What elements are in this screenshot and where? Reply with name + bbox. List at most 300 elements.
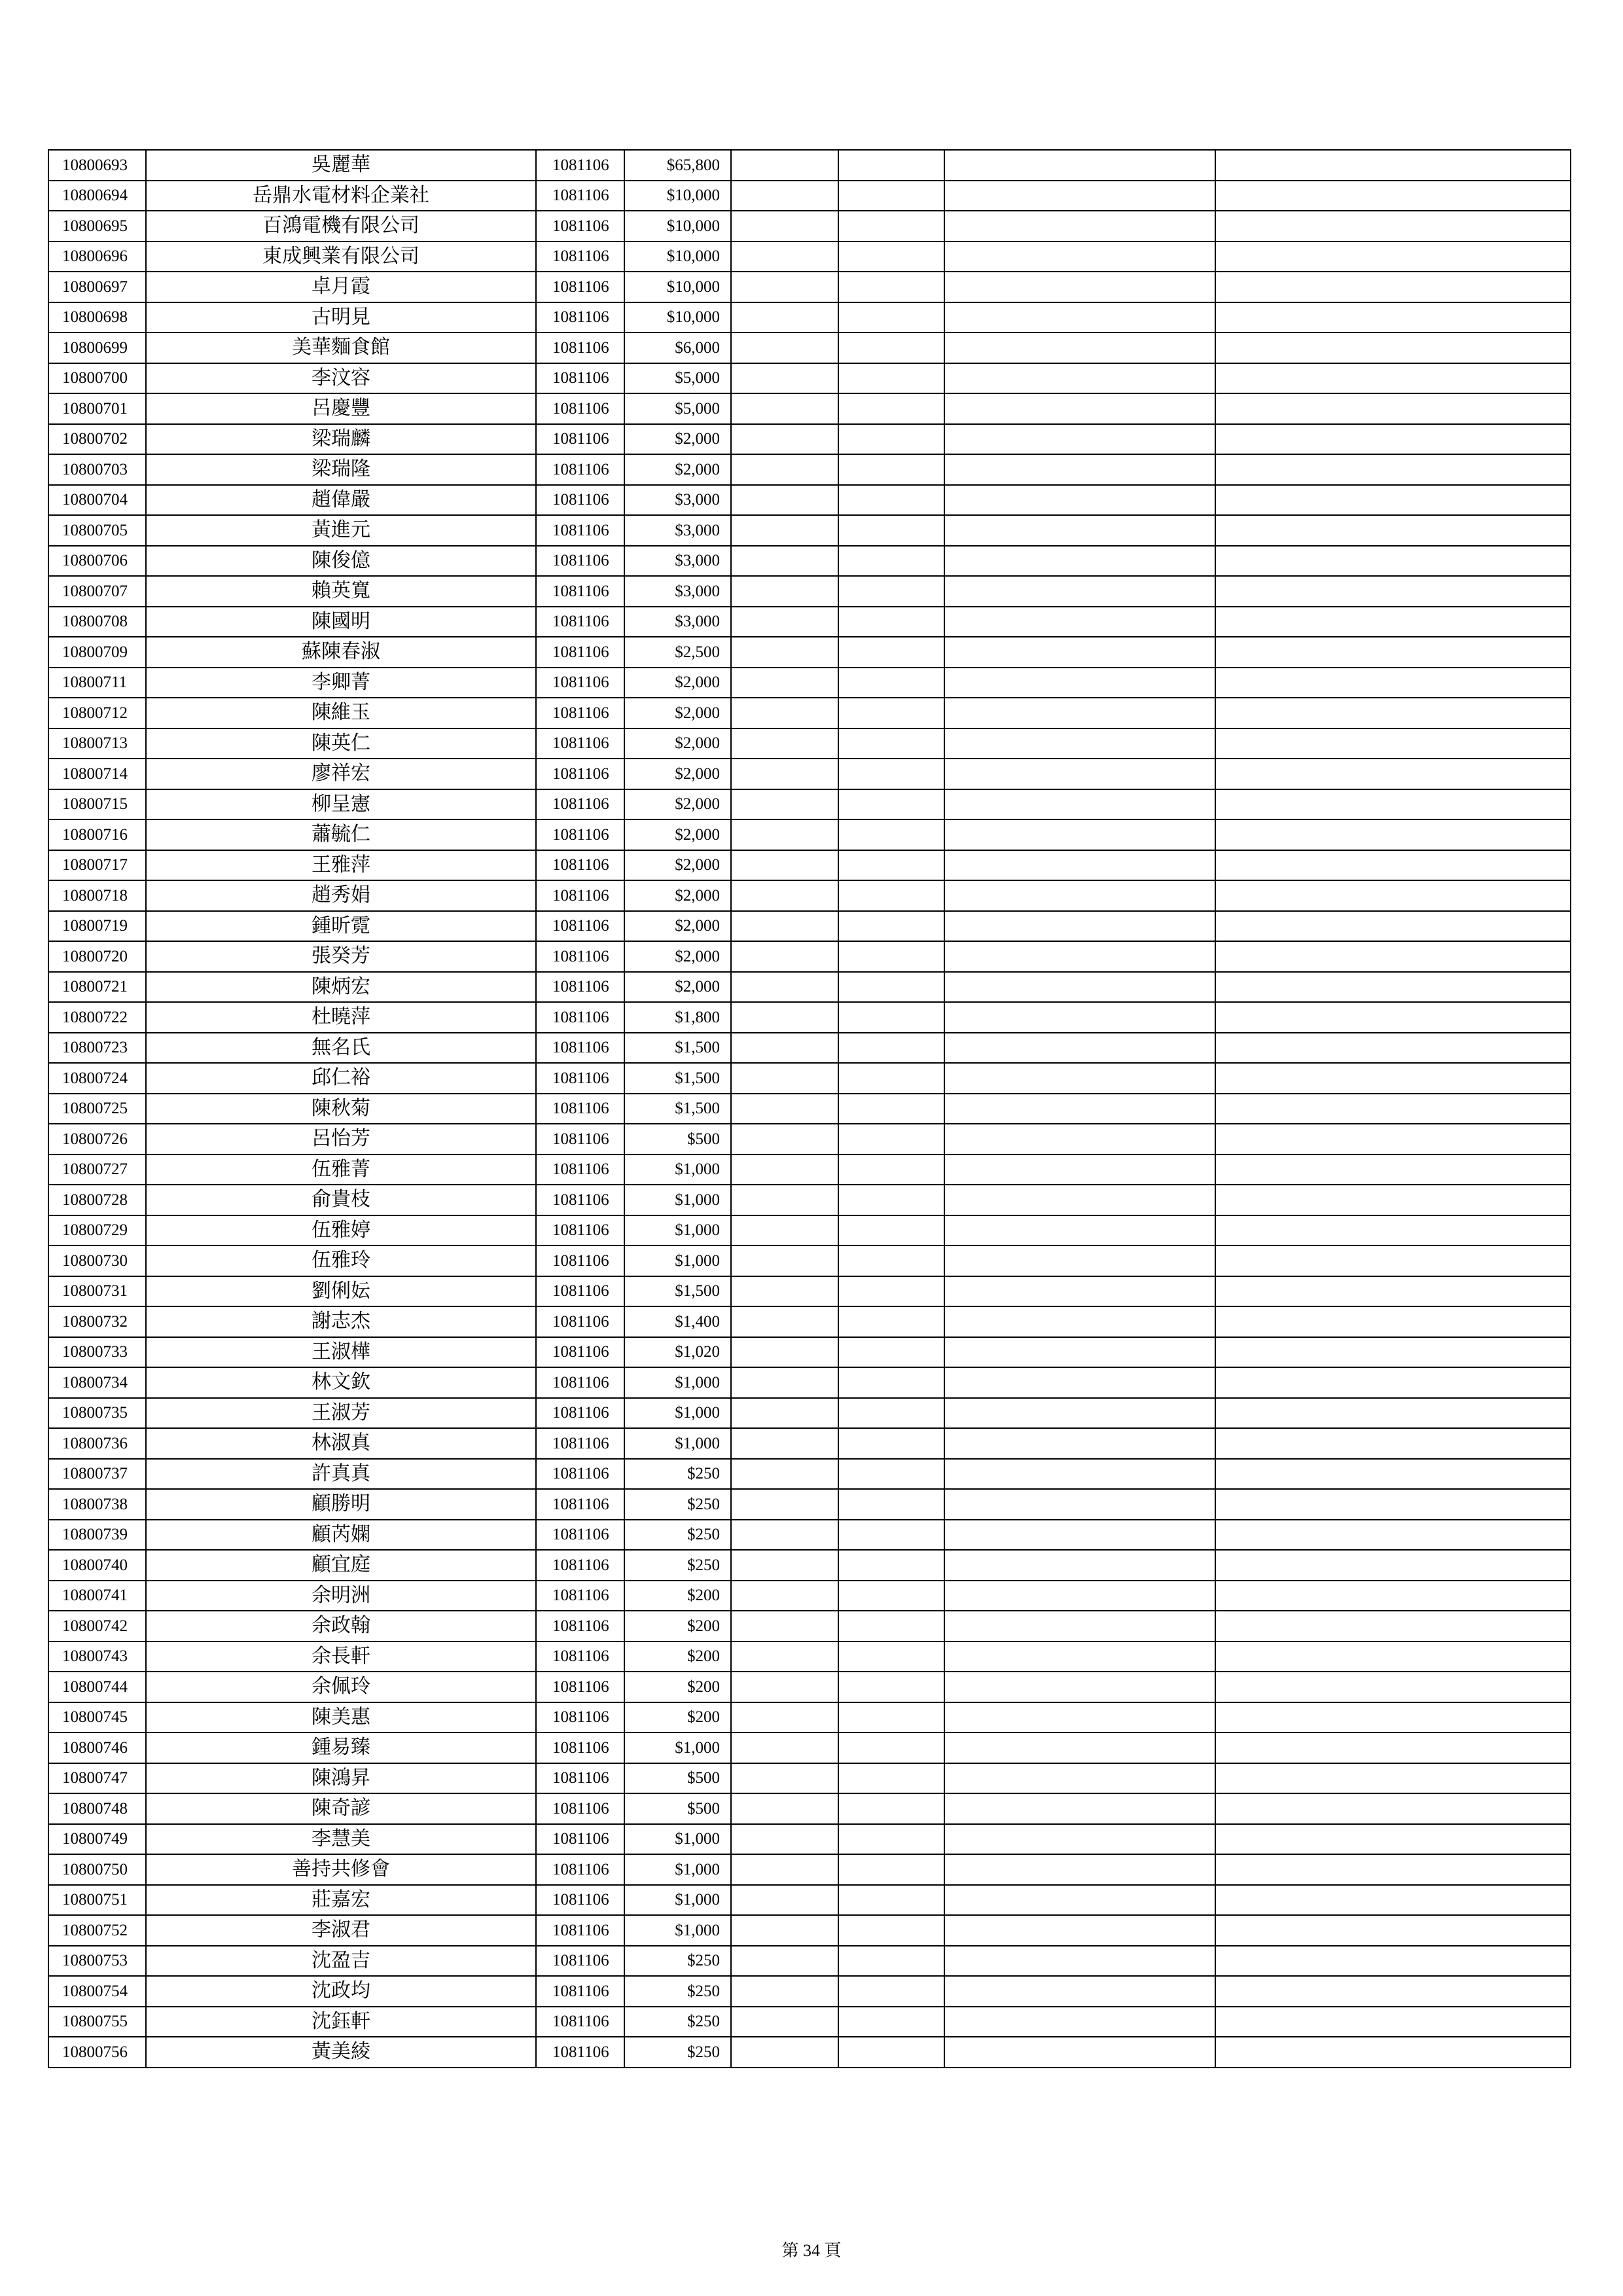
receipt-number-cell: 10800756 — [48, 2037, 146, 2068]
donor-name-cell: 岳鼎水電材料企業社 — [146, 181, 536, 211]
donation-amount-cell: $250 — [624, 1459, 731, 1490]
table-row — [48, 1428, 1571, 1459]
empty-cell — [1215, 850, 1571, 881]
empty-cell — [944, 1428, 1215, 1459]
empty-cell — [838, 1702, 944, 1733]
empty-cell — [1215, 302, 1571, 333]
donation-date-cell: 1081106 — [536, 150, 624, 181]
empty-cell — [1215, 1824, 1571, 1855]
empty-cell — [944, 1824, 1215, 1855]
empty-cell — [838, 1946, 944, 1977]
donation-amount-cell: $2,000 — [624, 972, 731, 1003]
empty-cell — [944, 1306, 1215, 1337]
empty-cell — [1215, 698, 1571, 728]
donation-amount-cell: $250 — [624, 2007, 731, 2037]
empty-cell — [944, 698, 1215, 728]
empty-cell — [944, 1155, 1215, 1185]
donation-amount-cell: $3,000 — [624, 546, 731, 577]
donation-amount-cell: $200 — [624, 1581, 731, 1611]
empty-cell — [731, 1276, 838, 1307]
empty-cell — [944, 1581, 1215, 1611]
receipt-number-cell: 10800733 — [48, 1337, 146, 1368]
donor-name-cell: 陳美惠 — [146, 1702, 536, 1733]
empty-cell — [944, 363, 1215, 394]
donation-amount-cell: $10,000 — [624, 242, 731, 272]
donor-name-cell: 謝志杰 — [146, 1306, 536, 1337]
receipt-number-cell: 10800743 — [48, 1641, 146, 1672]
empty-cell — [1215, 1520, 1571, 1551]
empty-cell — [838, 272, 944, 302]
empty-cell — [838, 1489, 944, 1520]
donation-date-cell: 1081106 — [536, 1915, 624, 1946]
empty-cell — [838, 1337, 944, 1368]
empty-cell — [731, 150, 838, 181]
empty-cell — [838, 1854, 944, 1885]
empty-cell — [1215, 363, 1571, 394]
empty-cell — [1215, 1094, 1571, 1124]
empty-cell — [944, 1367, 1215, 1398]
table-row — [48, 363, 1571, 394]
empty-cell — [731, 1854, 838, 1885]
receipt-number-cell: 10800729 — [48, 1215, 146, 1246]
donation-date-cell: 1081106 — [536, 242, 624, 272]
empty-cell — [838, 1185, 944, 1215]
donation-amount-cell: $3,000 — [624, 576, 731, 607]
empty-cell — [944, 668, 1215, 698]
donation-date-cell: 1081106 — [536, 424, 624, 455]
donation-date-cell: 1081106 — [536, 1337, 624, 1368]
donation-date-cell: 1081106 — [536, 515, 624, 546]
empty-cell — [838, 1672, 944, 1702]
empty-cell — [944, 1215, 1215, 1246]
donation-amount-cell: $1,000 — [624, 1215, 731, 1246]
empty-cell — [838, 1550, 944, 1581]
receipt-number-cell: 10800732 — [48, 1306, 146, 1337]
donor-name-cell: 顧芮嫻 — [146, 1520, 536, 1551]
receipt-number-cell: 10800734 — [48, 1367, 146, 1398]
empty-cell — [944, 2007, 1215, 2037]
donation-date-cell: 1081106 — [536, 454, 624, 485]
empty-cell — [944, 1002, 1215, 1033]
empty-cell — [944, 1763, 1215, 1794]
empty-cell — [1215, 515, 1571, 546]
empty-cell — [731, 1002, 838, 1033]
donor-name-cell: 柳呈憲 — [146, 789, 536, 820]
receipt-number-cell: 10800753 — [48, 1946, 146, 1977]
empty-cell — [731, 1489, 838, 1520]
empty-cell — [838, 1276, 944, 1307]
table-row — [48, 150, 1571, 181]
table-row — [48, 698, 1571, 728]
table-row — [48, 2037, 1571, 2068]
donor-name-cell: 杜曉萍 — [146, 1002, 536, 1033]
donation-date-cell: 1081106 — [536, 759, 624, 789]
table-row — [48, 1063, 1571, 1094]
table-row — [48, 941, 1571, 972]
table-row — [48, 546, 1571, 577]
empty-cell — [944, 1246, 1215, 1276]
receipt-number-cell: 10800723 — [48, 1033, 146, 1064]
empty-cell — [731, 972, 838, 1003]
table-row — [48, 1398, 1571, 1429]
empty-cell — [1215, 1702, 1571, 1733]
table-row — [48, 1641, 1571, 1672]
empty-cell — [731, 1915, 838, 1946]
empty-cell — [731, 1672, 838, 1702]
empty-cell — [731, 211, 838, 242]
empty-cell — [1215, 1428, 1571, 1459]
empty-cell — [944, 1520, 1215, 1551]
donation-amount-cell: $500 — [624, 1124, 731, 1155]
donation-date-cell: 1081106 — [536, 1246, 624, 1276]
table-row — [48, 1094, 1571, 1124]
donor-name-cell: 王雅萍 — [146, 850, 536, 881]
empty-cell — [838, 1246, 944, 1276]
receipt-number-cell: 10800739 — [48, 1520, 146, 1551]
receipt-number-cell: 10800713 — [48, 728, 146, 759]
donation-date-cell: 1081106 — [536, 1124, 624, 1155]
empty-cell — [838, 515, 944, 546]
donor-name-cell: 李慧美 — [146, 1824, 536, 1855]
empty-cell — [838, 911, 944, 942]
table-row — [48, 1124, 1571, 1155]
empty-cell — [1215, 972, 1571, 1003]
empty-cell — [1215, 1033, 1571, 1064]
donor-name-cell: 沈盈吉 — [146, 1946, 536, 1977]
empty-cell — [838, 1824, 944, 1855]
donor-name-cell: 廖祥宏 — [146, 759, 536, 789]
empty-cell — [731, 1398, 838, 1429]
empty-cell — [944, 1854, 1215, 1885]
empty-cell — [731, 1246, 838, 1276]
receipt-number-cell: 10800754 — [48, 1976, 146, 2007]
donation-date-cell: 1081106 — [536, 668, 624, 698]
empty-cell — [838, 1367, 944, 1398]
empty-cell — [731, 1306, 838, 1337]
empty-cell — [1215, 1155, 1571, 1185]
empty-cell — [1215, 1581, 1571, 1611]
receipt-number-cell: 10800711 — [48, 668, 146, 698]
empty-cell — [731, 1550, 838, 1581]
empty-cell — [944, 941, 1215, 972]
donor-name-cell: 林淑真 — [146, 1428, 536, 1459]
empty-cell — [731, 2007, 838, 2037]
empty-cell — [1215, 1946, 1571, 1977]
empty-cell — [731, 1793, 838, 1824]
empty-cell — [1215, 1976, 1571, 2007]
empty-cell — [1215, 1915, 1571, 1946]
donation-amount-cell: $1,800 — [624, 1002, 731, 1033]
table-row — [48, 1702, 1571, 1733]
donation-amount-cell: $2,000 — [624, 880, 731, 911]
empty-cell — [944, 759, 1215, 789]
empty-cell — [731, 1124, 838, 1155]
receipt-number-cell: 10800721 — [48, 972, 146, 1003]
receipt-number-cell: 10800706 — [48, 546, 146, 577]
donor-name-cell: 余佩玲 — [146, 1672, 536, 1702]
receipt-number-cell: 10800737 — [48, 1459, 146, 1490]
donor-name-cell: 古明見 — [146, 302, 536, 333]
empty-cell — [944, 546, 1215, 577]
empty-cell — [731, 363, 838, 394]
empty-cell — [1215, 272, 1571, 302]
empty-cell — [944, 1459, 1215, 1490]
empty-cell — [944, 576, 1215, 607]
donation-amount-cell: $2,000 — [624, 819, 731, 850]
donor-name-cell: 莊嘉宏 — [146, 1885, 536, 1916]
donor-name-cell: 陳炳宏 — [146, 972, 536, 1003]
receipt-number-cell: 10800695 — [48, 211, 146, 242]
donation-amount-cell: $1,000 — [624, 1854, 731, 1885]
receipt-number-cell: 10800714 — [48, 759, 146, 789]
donation-amount-cell: $2,000 — [624, 850, 731, 881]
donation-date-cell: 1081106 — [536, 1428, 624, 1459]
donation-date-cell: 1081106 — [536, 485, 624, 516]
receipt-number-cell: 10800715 — [48, 789, 146, 820]
empty-cell — [944, 1793, 1215, 1824]
empty-cell — [944, 1976, 1215, 2007]
table-row — [48, 1885, 1571, 1916]
table-row — [48, 1337, 1571, 1368]
donor-name-cell: 百鴻電機有限公司 — [146, 211, 536, 242]
donor-name-cell: 李卿菁 — [146, 668, 536, 698]
donation-amount-cell: $10,000 — [624, 272, 731, 302]
empty-cell — [838, 302, 944, 333]
receipt-number-cell: 10800742 — [48, 1611, 146, 1641]
receipt-number-cell: 10800726 — [48, 1124, 146, 1155]
receipt-number-cell: 10800755 — [48, 2007, 146, 2037]
donor-name-cell: 余長軒 — [146, 1641, 536, 1672]
donation-amount-cell: $2,000 — [624, 911, 731, 942]
receipt-number-cell: 10800725 — [48, 1094, 146, 1124]
table-row — [48, 607, 1571, 637]
donor-name-cell: 沈鈺軒 — [146, 2007, 536, 2037]
table-row — [48, 302, 1571, 333]
donation-amount-cell: $1,000 — [624, 1185, 731, 1215]
empty-cell — [944, 1946, 1215, 1977]
donation-amount-cell: $250 — [624, 1550, 731, 1581]
empty-cell — [838, 941, 944, 972]
empty-cell — [944, 1611, 1215, 1641]
table-row — [48, 1185, 1571, 1215]
empty-cell — [731, 1763, 838, 1794]
receipt-number-cell: 10800716 — [48, 819, 146, 850]
empty-cell — [838, 1002, 944, 1033]
donation-date-cell: 1081106 — [536, 332, 624, 363]
donation-amount-cell: $250 — [624, 1520, 731, 1551]
empty-cell — [1215, 485, 1571, 516]
empty-cell — [944, 302, 1215, 333]
empty-cell — [1215, 1763, 1571, 1794]
empty-cell — [731, 850, 838, 881]
donation-date-cell: 1081106 — [536, 1946, 624, 1977]
empty-cell — [731, 1732, 838, 1763]
receipt-number-cell: 10800696 — [48, 242, 146, 272]
table-row — [48, 454, 1571, 485]
donation-date-cell: 1081106 — [536, 1185, 624, 1215]
empty-cell — [1215, 1459, 1571, 1490]
table-row — [48, 393, 1571, 424]
receipt-number-cell: 10800751 — [48, 1885, 146, 1916]
empty-cell — [838, 1459, 944, 1490]
donor-name-cell: 王淑樺 — [146, 1337, 536, 1368]
receipt-number-cell: 10800707 — [48, 576, 146, 607]
table-row — [48, 332, 1571, 363]
receipt-number-cell: 10800717 — [48, 850, 146, 881]
receipt-number-cell: 10800697 — [48, 272, 146, 302]
empty-cell — [944, 485, 1215, 516]
table-row — [48, 1915, 1571, 1946]
empty-cell — [838, 1215, 944, 1246]
empty-cell — [1215, 1063, 1571, 1094]
donor-name-cell: 李汶容 — [146, 363, 536, 394]
empty-cell — [838, 1611, 944, 1641]
donation-amount-cell: $500 — [624, 1793, 731, 1824]
empty-cell — [1215, 2037, 1571, 2068]
empty-cell — [838, 181, 944, 211]
table-row — [48, 1976, 1571, 2007]
donation-date-cell: 1081106 — [536, 1367, 624, 1398]
table-row — [48, 1946, 1571, 1977]
donation-amount-cell: $65,800 — [624, 150, 731, 181]
empty-cell — [1215, 1215, 1571, 1246]
donation-date-cell: 1081106 — [536, 789, 624, 820]
empty-cell — [838, 759, 944, 789]
empty-cell — [944, 1550, 1215, 1581]
table-row — [48, 1276, 1571, 1307]
empty-cell — [1215, 789, 1571, 820]
receipt-number-cell: 10800712 — [48, 698, 146, 728]
donation-amount-cell: $1,400 — [624, 1306, 731, 1337]
empty-cell — [1215, 1732, 1571, 1763]
empty-cell — [944, 393, 1215, 424]
receipt-number-cell: 10800736 — [48, 1428, 146, 1459]
receipt-number-cell: 10800752 — [48, 1915, 146, 1946]
donation-date-cell: 1081106 — [536, 211, 624, 242]
empty-cell — [731, 424, 838, 455]
donation-date-cell: 1081106 — [536, 850, 624, 881]
donor-name-cell: 陳英仁 — [146, 728, 536, 759]
donor-name-cell: 許真真 — [146, 1459, 536, 1490]
empty-cell — [944, 1063, 1215, 1094]
empty-cell — [1215, 424, 1571, 455]
table-row — [48, 1793, 1571, 1824]
donor-name-cell: 卓月霞 — [146, 272, 536, 302]
empty-cell — [838, 424, 944, 455]
donation-date-cell: 1081106 — [536, 302, 624, 333]
receipt-number-cell: 10800722 — [48, 1002, 146, 1033]
empty-cell — [944, 1033, 1215, 1064]
empty-cell — [838, 1641, 944, 1672]
donation-date-cell: 1081106 — [536, 1155, 624, 1185]
empty-cell — [944, 454, 1215, 485]
donor-name-cell: 邱仁裕 — [146, 1063, 536, 1094]
empty-cell — [944, 637, 1215, 668]
receipt-number-cell: 10800748 — [48, 1793, 146, 1824]
empty-cell — [838, 972, 944, 1003]
empty-cell — [1215, 332, 1571, 363]
empty-cell — [944, 1398, 1215, 1429]
donation-amount-cell: $200 — [624, 1611, 731, 1641]
receipt-number-cell: 10800727 — [48, 1155, 146, 1185]
empty-cell — [838, 850, 944, 881]
receipt-number-cell: 10800709 — [48, 637, 146, 668]
donor-name-cell: 李淑君 — [146, 1915, 536, 1946]
empty-cell — [944, 972, 1215, 1003]
donor-name-cell: 陳國明 — [146, 607, 536, 637]
donation-amount-cell: $2,000 — [624, 454, 731, 485]
donation-amount-cell: $1,000 — [624, 1885, 731, 1916]
donation-date-cell: 1081106 — [536, 1854, 624, 1885]
table-row — [48, 728, 1571, 759]
empty-cell — [731, 789, 838, 820]
donation-date-cell: 1081106 — [536, 1063, 624, 1094]
donation-amount-cell: $1,500 — [624, 1094, 731, 1124]
empty-cell — [838, 1306, 944, 1337]
donation-amount-cell: $2,000 — [624, 728, 731, 759]
empty-cell — [731, 1094, 838, 1124]
empty-cell — [838, 2007, 944, 2037]
empty-cell — [944, 1732, 1215, 1763]
donation-date-cell: 1081106 — [536, 1611, 624, 1641]
empty-cell — [944, 1489, 1215, 1520]
empty-cell — [944, 332, 1215, 363]
donation-amount-cell: $2,000 — [624, 759, 731, 789]
empty-cell — [944, 1124, 1215, 1155]
empty-cell — [1215, 1398, 1571, 1429]
donation-date-cell: 1081106 — [536, 911, 624, 942]
donation-amount-cell: $200 — [624, 1672, 731, 1702]
donation-amount-cell: $1,000 — [624, 1915, 731, 1946]
empty-cell — [944, 728, 1215, 759]
empty-cell — [838, 242, 944, 272]
donation-date-cell: 1081106 — [536, 1276, 624, 1307]
empty-cell — [731, 1885, 838, 1916]
donation-date-cell: 1081106 — [536, 1793, 624, 1824]
donation-amount-cell: $10,000 — [624, 302, 731, 333]
empty-cell — [1215, 546, 1571, 577]
table-row — [48, 1611, 1571, 1641]
table-row — [48, 1002, 1571, 1033]
table-row — [48, 211, 1571, 242]
table-row — [48, 1033, 1571, 1064]
empty-cell — [731, 1033, 838, 1064]
empty-cell — [944, 789, 1215, 820]
empty-cell — [731, 668, 838, 698]
empty-cell — [1215, 1793, 1571, 1824]
empty-cell — [731, 911, 838, 942]
empty-cell — [838, 698, 944, 728]
table-row — [48, 637, 1571, 668]
empty-cell — [1215, 576, 1571, 607]
donor-name-cell: 劉俐妘 — [146, 1276, 536, 1307]
empty-cell — [1215, 393, 1571, 424]
donor-name-cell: 林文欽 — [146, 1367, 536, 1398]
donation-amount-cell: $200 — [624, 1702, 731, 1733]
empty-cell — [1215, 1337, 1571, 1368]
empty-cell — [731, 1459, 838, 1490]
donation-date-cell: 1081106 — [536, 181, 624, 211]
empty-cell — [838, 1885, 944, 1916]
donation-date-cell: 1081106 — [536, 819, 624, 850]
table-row — [48, 1215, 1571, 1246]
receipt-number-cell: 10800693 — [48, 150, 146, 181]
empty-cell — [731, 1428, 838, 1459]
empty-cell — [731, 941, 838, 972]
donation-table — [48, 149, 1571, 2068]
donor-name-cell: 伍雅玲 — [146, 1246, 536, 1276]
donor-name-cell: 呂慶豐 — [146, 393, 536, 424]
